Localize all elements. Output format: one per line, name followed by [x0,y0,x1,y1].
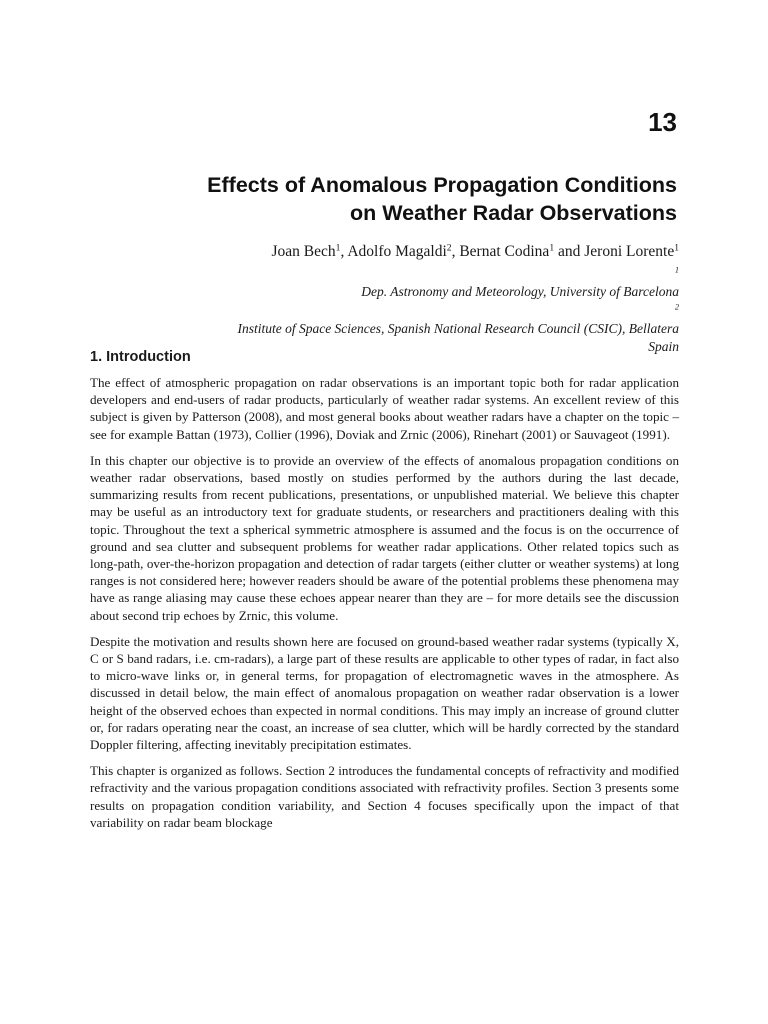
author-separator: and [554,243,585,260]
author-list [39,242,679,262]
author-name: Joan Bech [271,243,336,260]
author-name: Jeroni Lorente [584,243,675,260]
affiliation-marker: 1 [674,242,679,254]
affiliation-marker: 1 [549,242,555,254]
affiliation-text: Dep. Astronomy and Meteorology, University of Barcelona [361,283,679,299]
affiliation-line [39,264,679,301]
affiliation-line [39,301,679,338]
author-separator: , [340,243,348,260]
author-name: Bernat Codina [459,243,550,260]
section-heading: 1. Introduction [90,349,191,365]
paragraph: Despite the motivation and results shown here are focused on ground-based weather radar systems (typically X, C or S band radars, i.e. cm-radars), a large part of these results are applicable to other types of radar, in fact also to micro-wave links or, in general terms, for propagation of electromagnetic waves in the atmosphere. As discussed in detail below, the main effect of anomalous propagation on weather radar observation is a lower height of the observed echoes than expected in normal conditions. This may imply an increase of ground clutter or, for radars operating near the coast, an increase of sea clutter, which will be hardly corrected by the standard Doppler filtering, affecting inevitably precipitation estimates. [90,633,679,753]
affiliation-text: Institute of Space Sciences, Spanish National Research Council (CSIC), Bellatera [237,320,679,336]
paragraph: In this chapter our objective is to provide an overview of the effects of anomalous propagation conditions on weather radar observations, based mostly on studies performed by the authors during the last decade, summarizing results from recent publications, presentations, or unpublished material. We believe this chapter may be useful as an introductory text for graduate students, or researchers and practitioners dealing with this topic. Throughout the text a spherical symmetric atmosphere is assumed and the focus is on the occurrence of ground and sea clutter and subsequent problems for weather radar applications. Other related topics such as long-path, over-the-horizon propagation and detection of radar targets (either clutter or weather systems) at long ranges is not considered here; however readers should be aware of the potential problems these phenomena may have as range aliasing may cause these echoes appear nearer than they are – for more details see the discussion about second trip echoes by Zrnic, this volume. [90,452,679,623]
affiliation-marker: 2 [674,302,679,312]
chapter-number: 13 [648,107,677,137]
affiliation-text: Spain [648,339,679,354]
paragraph: This chapter is organized as follows. Section 2 introduces the fundamental concepts of refractivity and modified refractivity and the various propagation conditions associated with refractivity profiles. Section 3 presents some results on propagation condition variability, and Section 4 focuses specifically upon the impact of that variability on radar beam blockage [90,763,679,830]
body-text [90,374,679,840]
paragraph: The effect of atmospheric propagation on radar observations is an important topic both for radar application developers and end-users of radar products, particularly of weather radar systems. An excellent review of this subject is given by Patterson (2008), and most general books about weather radars have a chapter on the topic –see for example Battan (1973), Collier (1996), Doviak and Zrnic (2006), Rinehart (2001) or Sauvageot (1991). [90,375,679,442]
affiliation-list [39,264,679,357]
chapter-title-line-1: Effects of Anomalous Propagation Conditions [207,173,677,197]
author-name: Adolfo Magaldi [347,243,447,260]
affiliation-marker: 1 [674,265,679,275]
affiliation-marker: 2 [446,242,452,254]
author-separator: , [451,243,460,260]
affiliation-marker: 1 [335,242,341,254]
chapter-title [77,171,677,227]
chapter-title-line-2: on Weather Radar Observations [350,201,677,225]
